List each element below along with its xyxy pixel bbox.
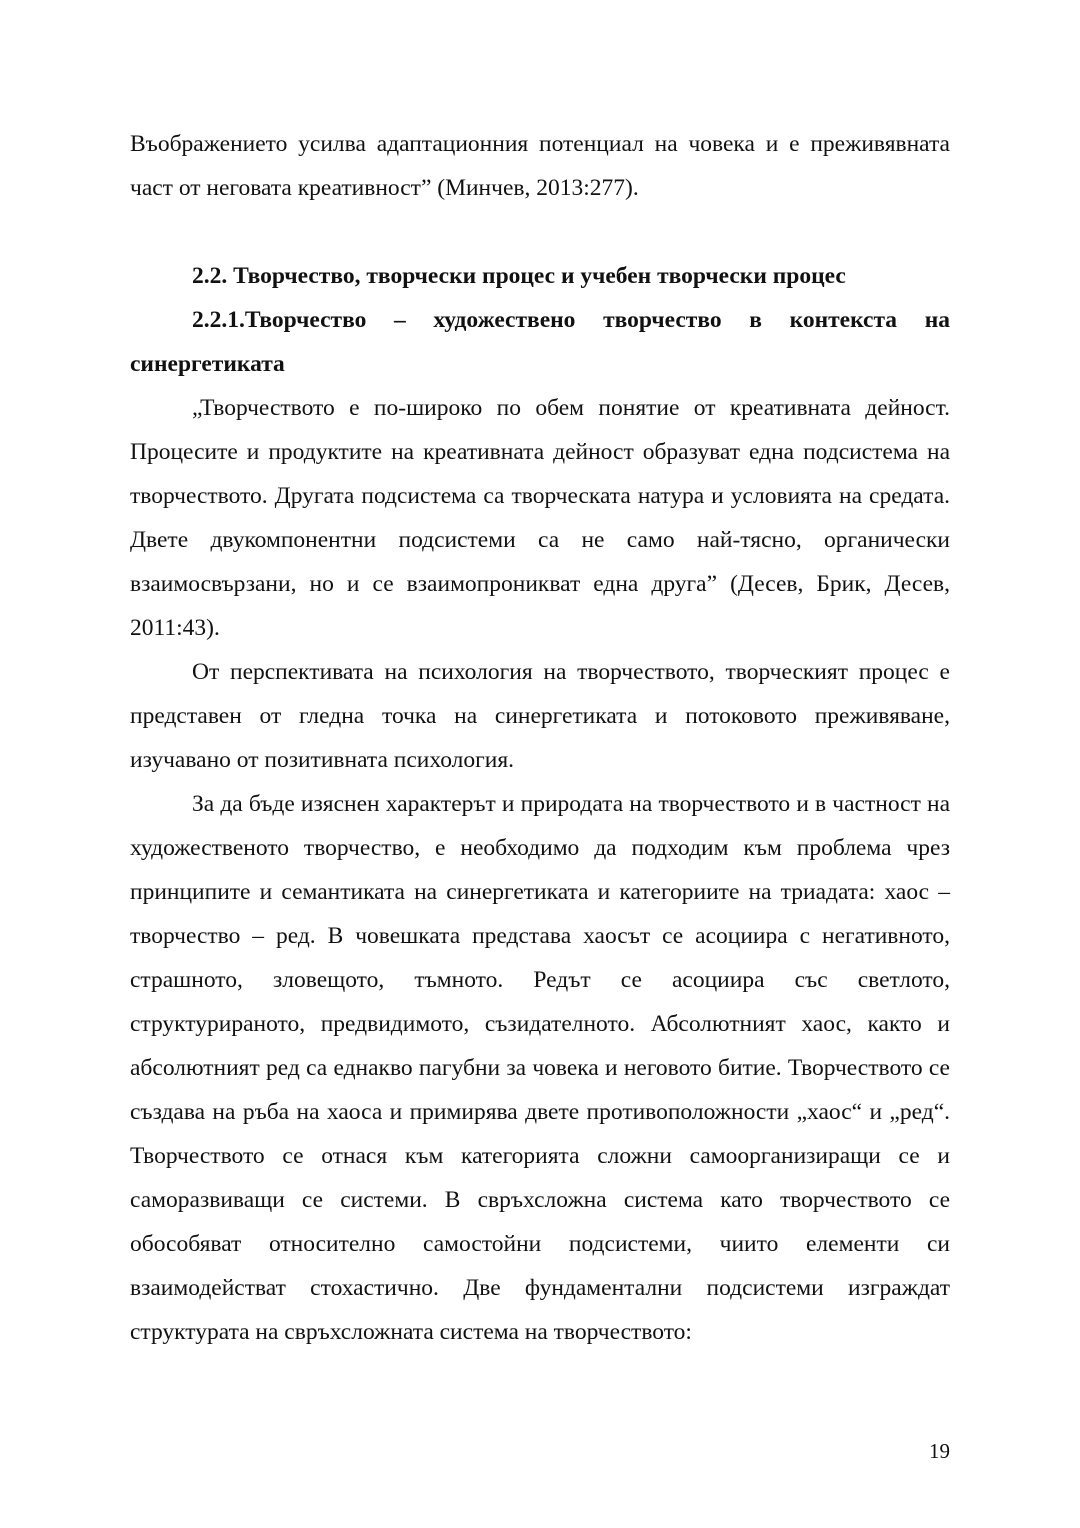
paragraph-definition: „Творчеството е по-широко по обем понятие от креативната дейност. Процесите и продуктите на креативната дейност образуват една подсистема на творчеството. Другата подсистема са творческата натура и условията на средата. Двете двукомпонентни подсистеми са не само най-тясно, органически взаимосвързани, но и се взаимопроникват една друга” (Десев, Брик, Десев, 2011:43). [130,395,950,641]
spacer [130,210,950,254]
paragraph-perspective: От перспективата на психология на творчеството, творческият процес е представен от гледна точка на синергетиката и потоковото преживяване, изучавано от позитивната психология. [130,659,950,773]
paragraph-synergetics: За да бъде изяснен характерът и природата на творчеството и в частност на художественото творчество, е необходимо да подходим към проблема чрез принципите и семантиката на синергетиката и категориите на триадата: хаос – творчество – ред. В човешката представа хаосът се асоциира с негативното, страшното, зловещото, тъмното. Редът се асоциира със светлото, структурираното, предвидимото, съзидателното. Абсолютният хаос, както и абсолютният ред са еднакво пагубни за човека и неговото битие. Творчеството се създава на ръба на хаоса и примирява двете противоположности „хаос“ и „ред“. Творчеството се отнася към категорията сложни самоорганизиращи се и саморазвиващи се системи. В свръхсложна система като творчеството се обособяват относително самостойни подсистеми, чиито елементи си взаимодействат стохастично. Две фундаментални подсистеми изграждат структурата на свръхсложната система на творчеството: [130,791,950,1345]
page-number: 19 [929,1439,950,1463]
paragraph-intro: Въображението усилва адаптационния потенциал на човека и е преживявната част от неговата креативност” (Минчев, 2013:277). [130,131,950,201]
section-heading: 2.2. Творчество, творчески процес и учебен творчески процес [192,263,846,289]
document-page [130,122,950,1354]
subsection-heading: 2.2.1.Творчество – художествено творчество в контекста на синергетиката [130,307,950,377]
